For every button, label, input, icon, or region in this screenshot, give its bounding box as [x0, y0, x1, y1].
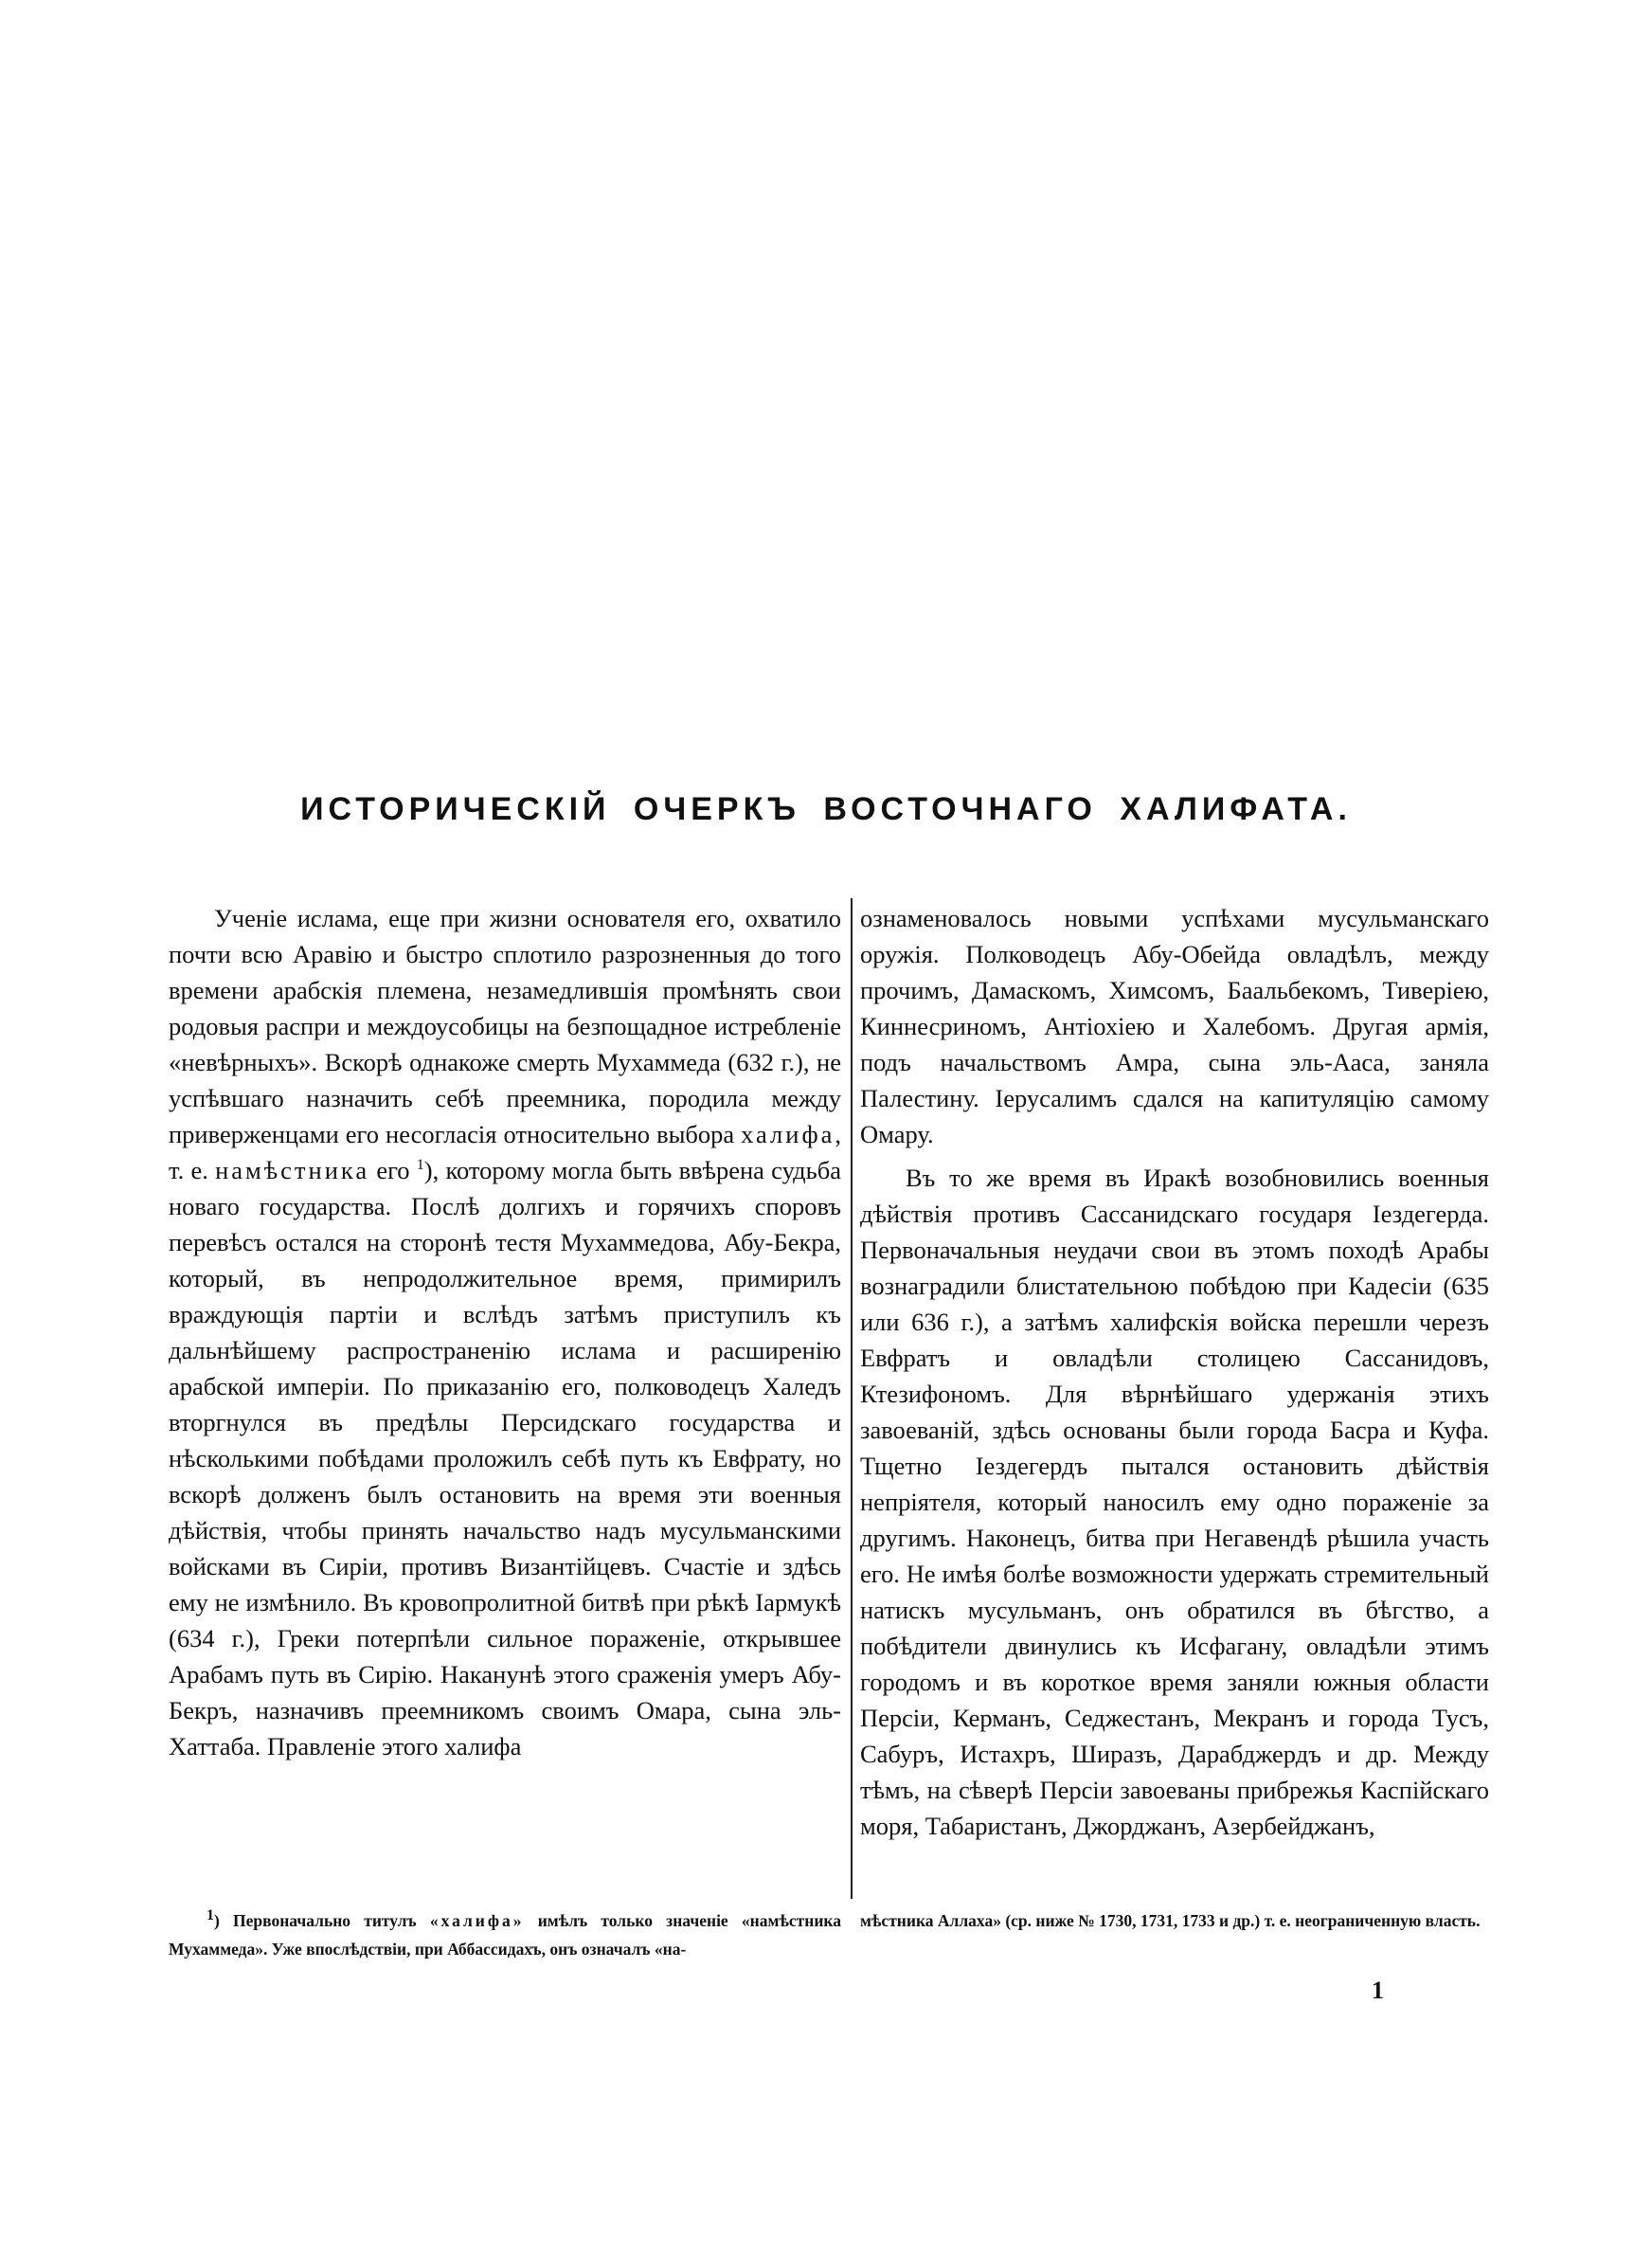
right-text-column [860, 900, 1489, 1844]
left-text-column [169, 900, 841, 1764]
page-number: 1 [1372, 1977, 1384, 2004]
footnote-left: $^1$) Первоначально титулъ «халифа» имѣлъ только значеніе «намѣстника Мухаммеда». Уже впослѣдствіи, при Аббассидахъ, онъ означалъ «на- [169, 1907, 841, 1959]
emphasized-term: намѣстника [215, 1156, 370, 1184]
page-title: ИСТОРИЧЕСКІЙ ОЧЕРКЪ ВОСТОЧНАГО ХАЛИФАТА. [300, 791, 1352, 827]
emphasized-term: халифа [741, 1120, 835, 1148]
emphasized-term: «халифа» [429, 1911, 525, 1930]
paragraph: Въ то же время въ Иракѣ возобновились военныя дѣйствія противъ Сассанидскаго государя Іездегерда. Первоначальныя неудачи свои въ этомъ походѣ Арабы вознаградили блистательною побѣдою при Кадесіи (635 или 636 г.), а затѣмъ халифскія войска перешли черезъ Евфратъ и овладѣли столицею Сассанидовъ, Ктезифономъ. Для вѣрнѣйшаго удержанія этихъ завоеваній, здѣсь основаны были города Басра и Куфа. Тщетно Іездегердъ пытался остановить дѣйствія непріятеля, который наносилъ ему одно пораженіе за другимъ. Наконецъ, битва при Негавендѣ рѣшила участь его. Не имѣя болѣе возможности удержать стремительный натискъ мусульманъ, онъ обратился въ бѣгство, а побѣдители двинулись къ Исфагану, овладѣли этимъ городомъ и въ короткое время заняли южныя области Персіи, Керманъ, Седжестанъ, Мекранъ и города Тусъ, Сабуръ, Истахръ, Ширазъ, Дарабджердъ и др. Между тѣмъ, на сѣверѣ Персіи завоеваны прибрежья Каспійскаго моря, Табаристанъ, Джорджанъ, Азербейджанъ, [860, 1164, 1489, 1840]
footnote-right: мѣстника Аллаха» (ср. ниже № 1730, 1731, 1733 и др.) т. е. неограниченную власть. [860, 1911, 1481, 1930]
paragraph: ознаменовалось новыми успѣхами мусульманскаго оружія. Полководецъ Абу-Обейда овладѣлъ, между прочимъ, Дамаскомъ, Химсомъ, Баальбекомъ, Тиверіею, Киннесриномъ, Антіохіею и Халебомъ. Другая армія, подъ начальствомъ Амра, сына эль-Ааса, заняла Палестину. Іерусалимъ сдался на капитуляцію самому Омару. [860, 904, 1489, 1148]
footnote-marker: 1 [416, 1157, 424, 1174]
paragraph: Ученіе ислама, еще при жизни основателя его, охватило почти всю Аравію и быстро сплотило разрозненныя до того времени арабскія племена, незамедлившія промѣнять свои родовыя распри и междоусобицы на безпощадное истребленіе «невѣрныхъ». Вскорѣ однакоже смерть Мухаммеда (632 г.), не успѣвшаго назначить себѣ преемника, породила между приверженцами его несогласія относительно выбора халифа, т. е. намѣстника его $^1$), которому могла быть ввѣрена судьба новаго государства. Послѣ долгихъ и горячихъ споровъ перевѣсъ остался на сторонѣ тестя Мухаммедова, Абу-Бекра, который, въ непродолжительное время, примирилъ враждующія партіи и вслѣдъ затѣмъ приступилъ къ дальнѣйшему распространенію ислама и расширенію арабской имперіи. По приказанію его, полководецъ Халедъ вторгнулся въ предѣлы Персидскаго государства и нѣсколькими побѣдами проложилъ себѣ путь къ Евфрату, но вскорѣ долженъ былъ остановить на время эти военныя дѣйствія, чтобы принять начальство надъ мусульманскими войсками въ Сиріи, противъ Византійцевъ. Счастіе и здѣсь ему не измѣнило. Въ кровопролитной битвѣ при рѣкѣ Іармукѣ (634 г.), Греки потерпѣли сильное пораженіе, открывшее Арабамъ путь въ Сирію. Наканунѣ этого сраженія умеръ Абу-Бекръ, назначивъ преемникомъ своимъ Омара, сына эль-Хаттаба. Правленіе этого халифа [169, 904, 841, 1760]
footnote-marker: 1 [206, 1907, 214, 1924]
column-divider [851, 898, 853, 1899]
